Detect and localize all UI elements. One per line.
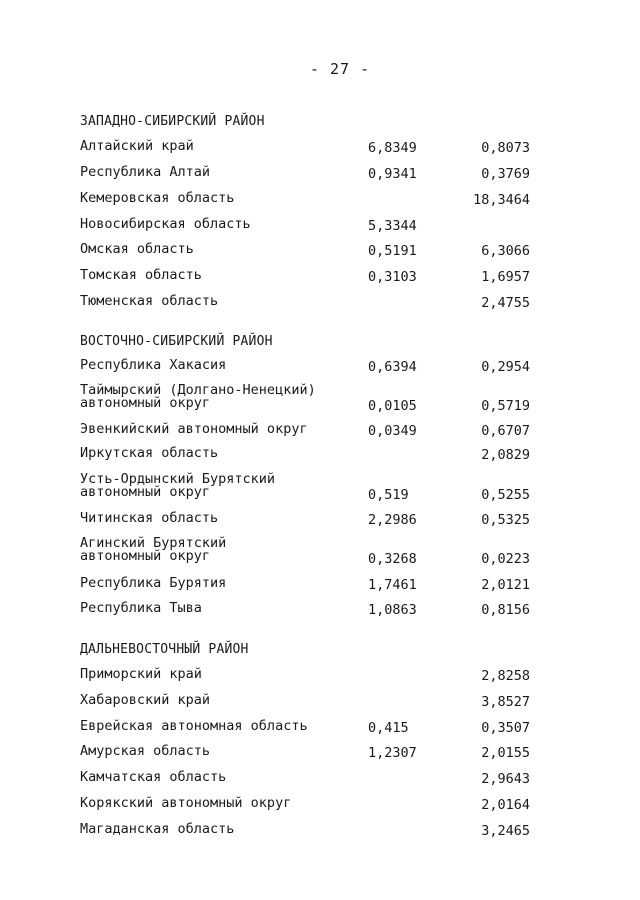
region-name: Республика Хакасия [80,357,227,373]
value-col2: 0,3769 [481,166,530,182]
region-name: Магаданская область [80,821,235,837]
section-east-siberian [80,332,540,618]
value-col1: 1,0863 [368,602,417,618]
value-col2: 0,8073 [481,140,530,156]
region-name: Республика Бурятия [80,575,227,591]
value-col1: 0,0105 [368,398,417,414]
value-col2: 0,5255 [481,487,530,503]
value-col1: 2,2986 [368,512,417,528]
value-col2: 3,2465 [481,823,530,839]
value-col2: 2,9643 [481,771,530,787]
value-col2: 0,5325 [481,512,530,528]
value-col1: 1,2307 [368,745,417,761]
value-col1: 1,7461 [368,577,417,593]
value-col2: 0,2954 [481,359,530,375]
region-name: Усть-Ордынский Бурятский автономный округ [80,471,276,500]
section-far-eastern [80,640,540,839]
value-col2: 2,4755 [481,295,530,311]
region-name: Тюменская область [80,293,219,309]
value-col1: 0,6394 [368,359,417,375]
region-name: Камчатская область [80,769,227,785]
value-col2: 2,0121 [481,577,530,593]
region-name: Агинский Бурятский автономный округ [80,535,227,564]
region-name: Новосибирская область [80,216,251,232]
region-name: Корякский автономный округ [80,795,292,811]
value-col2: 1,6957 [481,269,530,285]
value-col1: 0,0349 [368,423,417,439]
value-col2: 2,0829 [481,447,530,463]
value-col2: 6,3066 [481,243,530,259]
region-name: Кемеровская область [80,190,235,206]
region-name: Республика Тыва [80,600,202,616]
value-col1: 0,3103 [368,269,417,285]
value-col2: 0,3507 [481,720,530,736]
section-west-siberian [80,112,540,311]
value-col1: 0,5191 [368,243,417,259]
section-title: ВОСТОЧНО-СИБИРСКИЙ РАЙОН [80,334,273,349]
region-name: Томская область [80,267,202,283]
value-col1: 5,3344 [368,218,417,234]
region-name: Иркутская область [80,445,219,461]
value-col1: 0,9341 [368,166,417,182]
section-title: ЗАПАДНО-СИБИРСКИЙ РАЙОН [80,114,265,129]
value-col1: 0,3268 [368,551,417,567]
region-name: Амурская область [80,743,211,759]
value-col2: 0,0223 [481,551,530,567]
region-name: Таймырский (Долгано-Ненецкий) автономный округ [80,382,316,411]
region-name: Приморский край [80,666,202,682]
region-name: Хабаровский край [80,692,211,708]
region-name: Алтайский край [80,138,194,154]
value-col1: 0,415 [368,720,409,736]
region-name: Читинская область [80,510,219,526]
value-col2: 2,8258 [481,668,530,684]
region-name: Республика Алтай [80,164,211,180]
region-name: Омская область [80,241,194,257]
value-col2: 0,8156 [481,602,530,618]
value-col1: 6,8349 [368,140,417,156]
value-col2: 0,5719 [481,398,530,414]
value-col2: 2,0164 [481,797,530,813]
region-name: Еврейская автономная область [80,718,308,734]
section-title: ДАЛЬНЕВОСТОЧНЫЙ РАЙОН [80,642,249,657]
page-number: - 27 - [309,60,371,78]
value-col2: 18,3464 [473,192,530,208]
value-col1: 0,519 [368,487,409,503]
value-col2: 2,0155 [481,745,530,761]
value-col2: 3,8527 [481,694,530,710]
region-name: Эвенкийский автономный округ [80,421,308,437]
value-col2: 0,6707 [481,423,530,439]
